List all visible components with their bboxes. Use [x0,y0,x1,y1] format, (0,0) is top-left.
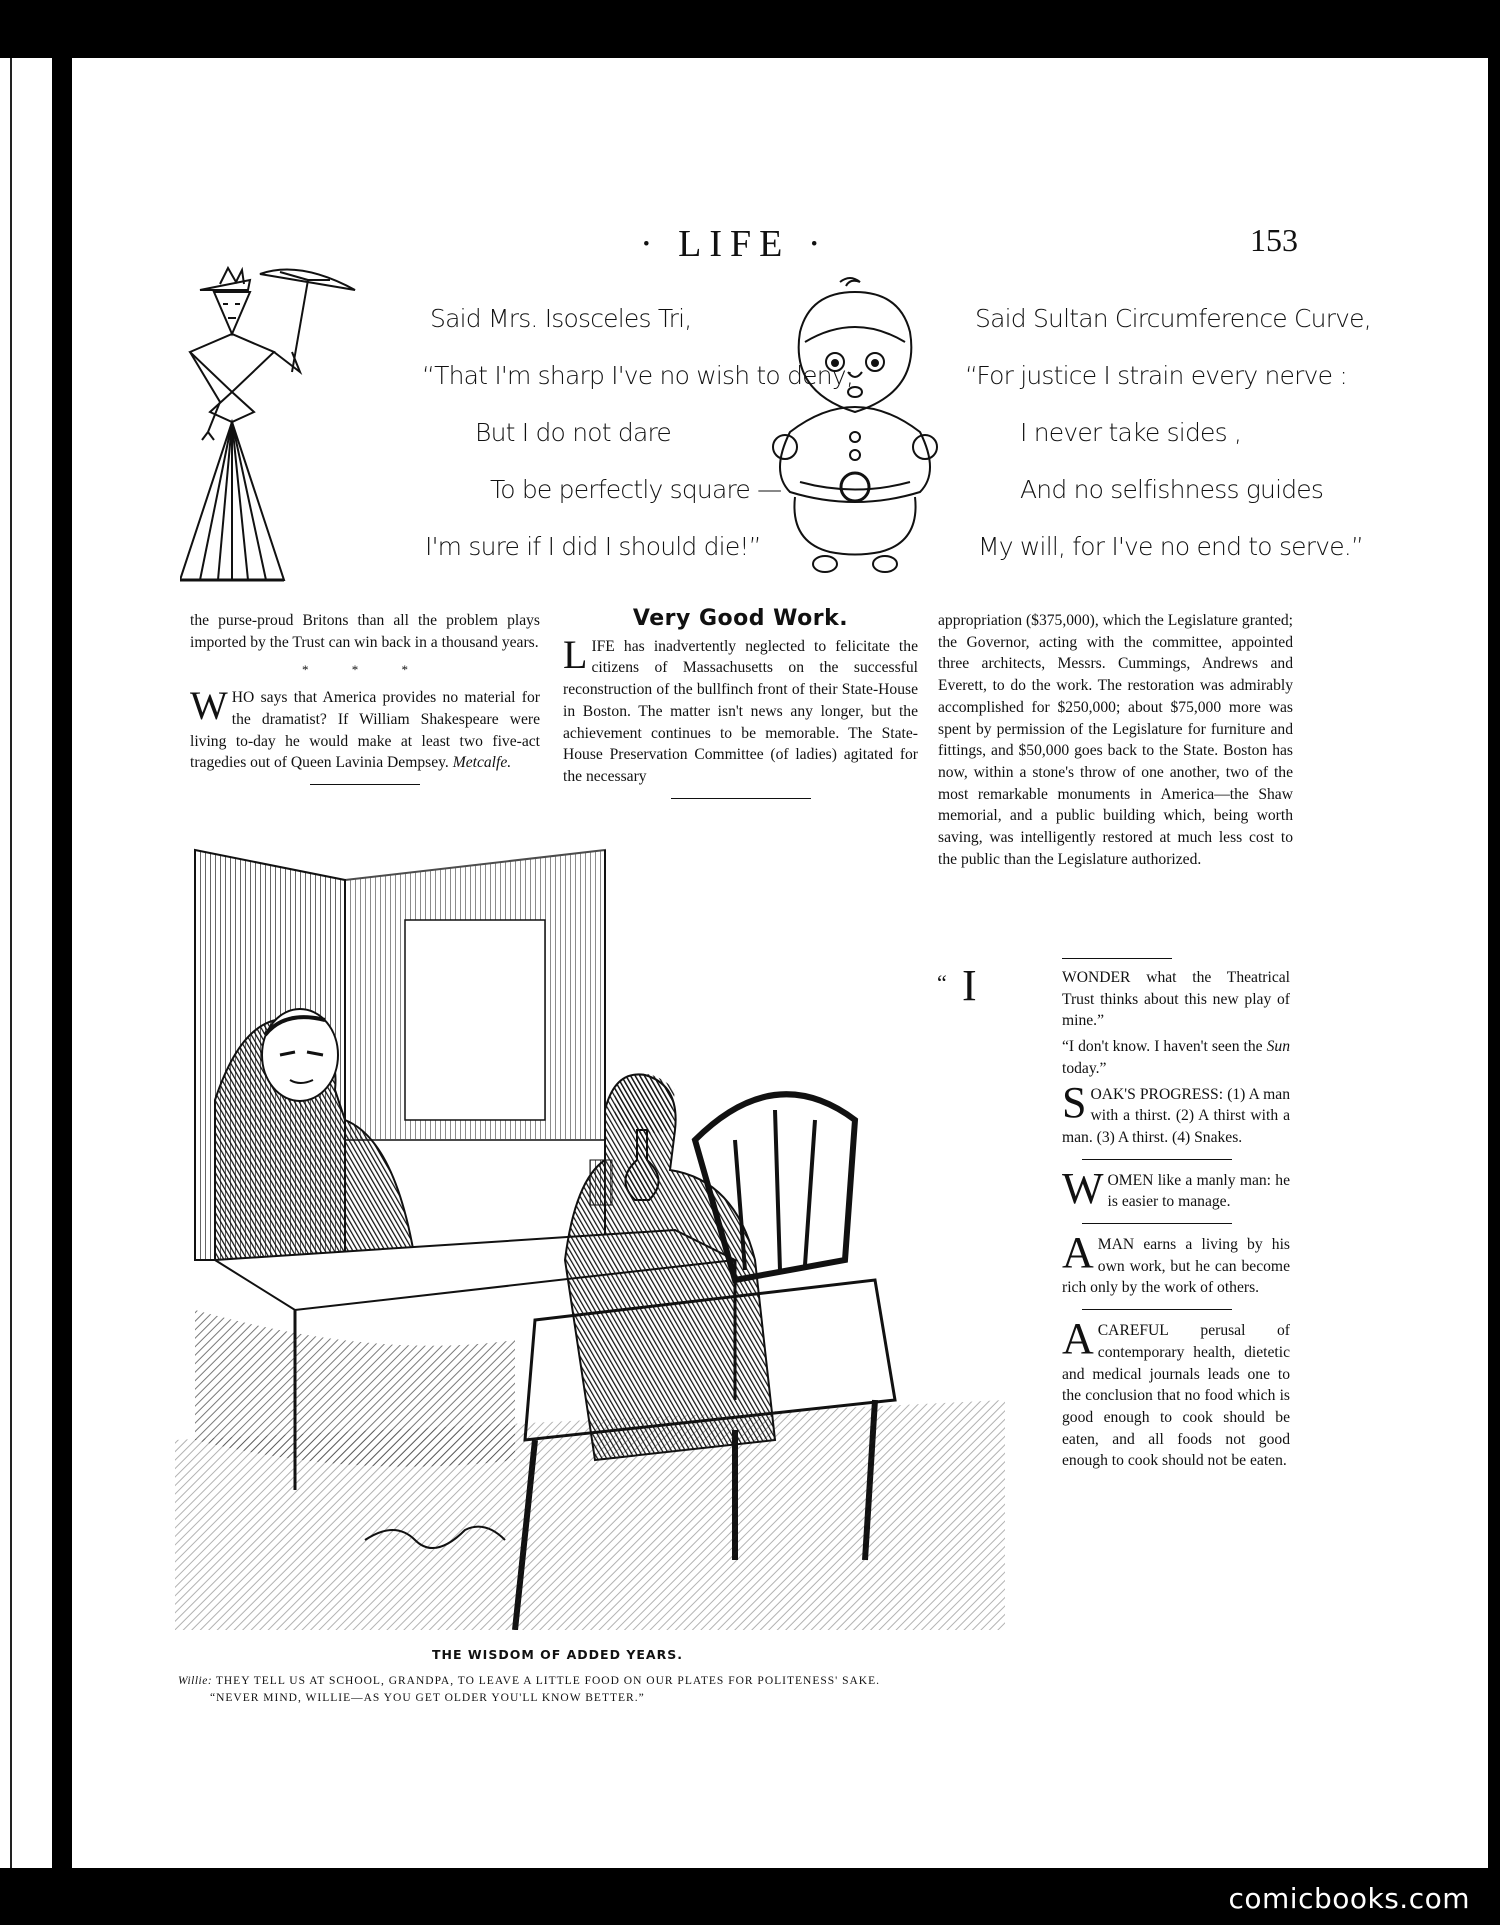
triangle-lady-illustration [180,262,420,592]
caption-line: “NEVER MIND, WILLIE—AS YOU GET OLDER YOU'LL KNOW BETTER.” [210,1692,645,1704]
poem-isosceles [422,290,854,575]
paragraph: “I don't know. I haven't seen the Sun today.” [1062,1038,1290,1077]
poem-line: To be perfectly square — [490,475,782,504]
section-stars: * * * [302,662,428,678]
column-4 [937,958,1290,1476]
drop-cap: W [1062,1163,1104,1213]
illustration-caption [178,1673,1058,1707]
poem-line: “For justice I strain every nerve : [965,361,1347,390]
drop-cap: A [1062,1228,1094,1278]
open-quote: “ [937,970,947,995]
column-1 [190,610,540,795]
paragraph: WOMEN like a manly man: he is easier to manage. [1062,1163,1290,1213]
drop-cap: W [190,683,228,729]
caption-line: THEY TELL US AT SCHOOL, GRANDPA, TO LEAVE A LITTLE FOOD ON OUR PLATES FOR POLITENESS' SAKE. [212,1675,881,1687]
paragraph: “ I WONDER what the Theatrical Trust thinks about this new play of mine.” [937,961,1290,1030]
paragraph: ACAREFUL perusal of contemporary health, dietetic and medical journals leads one to the conclusion that no food which is good enough to cook should be eaten, and all foods not good enough to cook should not be eaten. [1062,1314,1290,1470]
poem-line: But I do not dare [475,418,671,447]
book-spine [0,58,55,1868]
poem-circumference [965,290,1371,575]
paragraph: LIFE has inadvertently neglected to felicitate the citizens of Massachusetts on the successful reconstruction of the bullfinch front of their State-House in Boston. The matter isn't news any longer, but the achievement continues to be memorable. The State-House Preservation Committee (of ladies) agitated for the necessary [563,631,918,785]
divider [1062,958,1172,959]
drop-cap: L [563,631,588,677]
divider [1082,1309,1232,1310]
poem-line: And no selfishness guides [1020,475,1324,504]
illustration-title: THE WISDOM OF ADDED YEARS. [432,1647,683,1662]
column-2 [563,608,918,809]
paragraph: SOAK'S PROGRESS: (1) A man with a thirst. (2) A thirst with a man. (3) A thirst. (4) Snakes. [1062,1077,1290,1146]
divider [1082,1223,1232,1224]
scan-top-border [0,0,1500,58]
drop-cap: I [962,961,977,1010]
scan-bottom-border [0,1868,1500,1925]
paragraph: AMAN earns a living by his own work, but he can become rich only by the work of others. [1062,1228,1290,1297]
drop-cap: S [1062,1077,1087,1127]
poem-line: My will, for I've no end to serve.” [978,532,1364,561]
signature: Metcalfe. [452,754,512,772]
poem-line: I'm sure if I did I should die!” [425,532,761,561]
watermark: comicbooks.com [1228,1882,1470,1915]
column-3 [938,610,1293,870]
article-heading: Very Good Work. [632,606,849,631]
page-number: 153 [1250,222,1298,258]
paragraph: appropriation ($375,000), which the Legislature granted; the Governor, acting with the committee, appointed three architects, Messrs. Cummings, Andrews and Everett, to do the work. The restoration was admirably accomplished for $250,000; about $75,000 more was spent by permission of the Legislature for furniture and fittings, and $50,000 goes back to the State. Boston has now, within a stone's throw of one another, two of the most remarkable monuments in America—the Shaw memorial, and a public building which, being worth saving, was intelligently restored at much less cost to the public than the Legislature authorized. [938,612,1293,868]
divider [671,798,811,799]
paragraph: the purse-proud Britons than all the problem plays imported by the Trust can win back in a thousand years. [190,612,540,651]
drop-cap: A [1062,1314,1094,1364]
poem-line: “That I'm sharp I've no wish to deny; [422,361,854,390]
caption-speaker: Willie: [178,1675,213,1687]
masthead: · LIFE · [640,223,829,265]
poem-line: Said Mrs. Isosceles Tri, [430,304,692,333]
poem-line: I never take sides , [1020,418,1242,447]
grandpa-willie-engraving [175,840,1005,1630]
poem-line: Said Sultan Circumference Curve, [975,304,1371,333]
divider [1082,1159,1232,1160]
paragraph: WHO says that America provides no material for the dramatist? If William Shakespeare were living to-day he would make at least two five-act tragedies out of Queen Lavinia Dempsey. Metcalfe. [190,683,540,772]
divider [310,784,420,785]
